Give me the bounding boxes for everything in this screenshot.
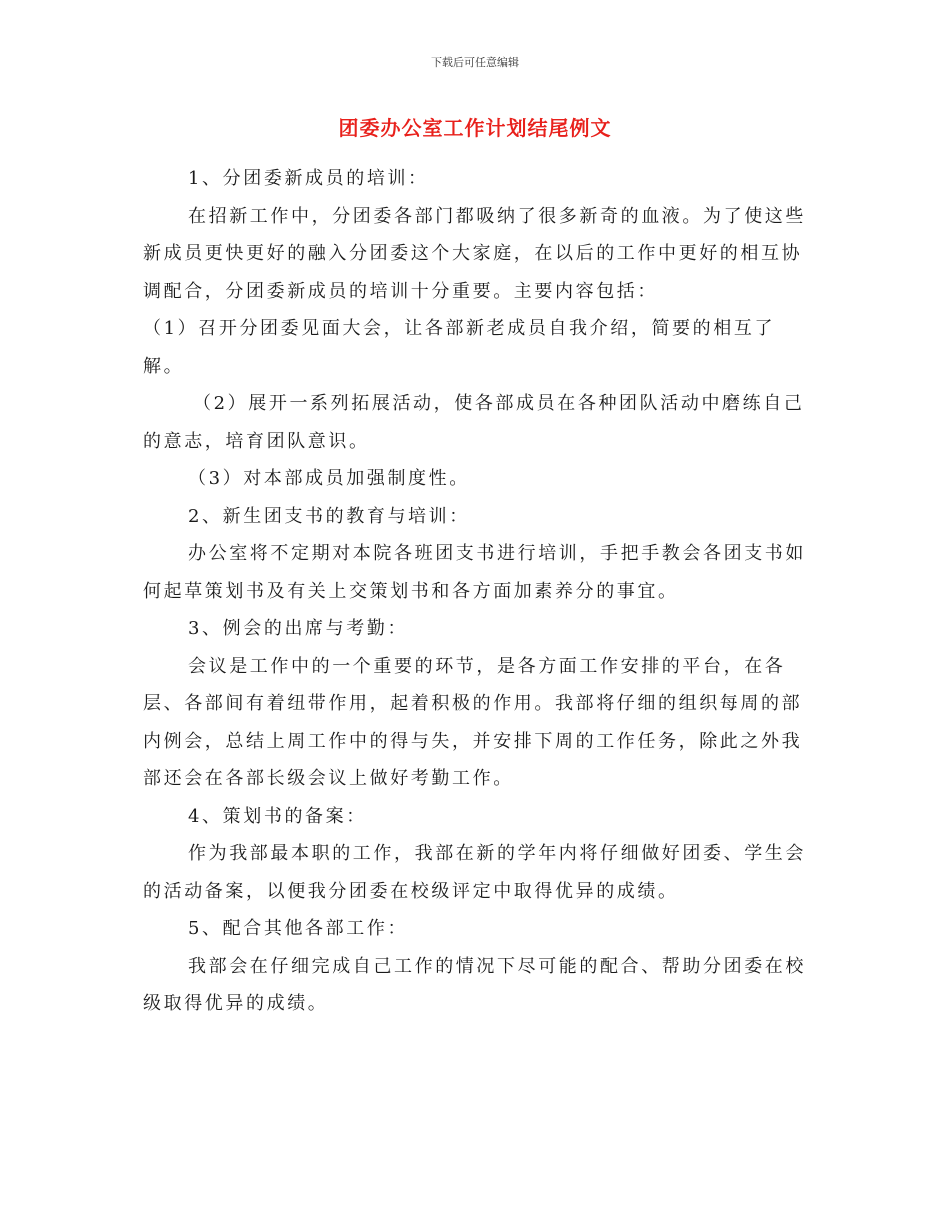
section-heading-4: 4、策划书的备案： — [188, 805, 367, 827]
paragraph-5: 我部会在仔细完成自己工作的情况下尽可能的配合、帮助分团委在校级取得优异的成绩。 — [143, 955, 806, 1014]
list-item-1: （1）召开分团委见面大会，让各部新老成员自我介绍，简要的相互了解。 — [143, 318, 776, 377]
list-item-3: （3）对本部成员加强制度性。 — [188, 468, 470, 489]
paragraph-2: 办公室将不定期对本院各班团支书进行培训，手把手教会各团支书如何起草策划书及有关上交策划书和各方面加素养分的事宜。 — [143, 543, 806, 602]
section-heading-5: 5、配合其他各部工作： — [188, 918, 409, 939]
document-title: 团委办公室工作计划结尾例文 — [338, 116, 612, 140]
paragraph-1: 在招新工作中，分团委各部门都吸纳了很多新奇的血液。为了使这些新成员更快更好的融入分团委这个大家庭，在以后的工作中更好的相互协调配合，分团委新成员的培训十分重要。主要内容包括： — [143, 205, 806, 302]
section-heading-1: 1、分团委新成员的培训： — [188, 168, 429, 189]
paragraph-3: 会议是工作中的一个重要的环节，是各方面工作安排的平台，在各层、各部间有着纽带作用，起着积极的作用。我部将仔细的组织每周的部内例会，总结上周工作中的得与失，并安排下周的工作任务，除此之外我部还会在各部长级会议上做好考勤工作。 — [143, 655, 803, 789]
paragraph-4: 作为我部最本职的工作，我部在新的学年内将仔细做好团委、学生会的活动备案，以便我分团委在校级评定中取得优异的成绩。 — [143, 843, 806, 902]
section-heading-3: 3、例会的出席与考勤： — [188, 618, 409, 639]
section-heading-2: 2、新生团支书的教育与培训： — [188, 505, 470, 527]
document-body — [143, 160, 808, 1023]
header-note: 下载后可任意编辑 — [431, 56, 519, 69]
list-item-2: （2）展开一系列拓展活动，使各部成员在各种团队活动中磨练自己的意志，培育团队意识。 — [143, 393, 805, 452]
